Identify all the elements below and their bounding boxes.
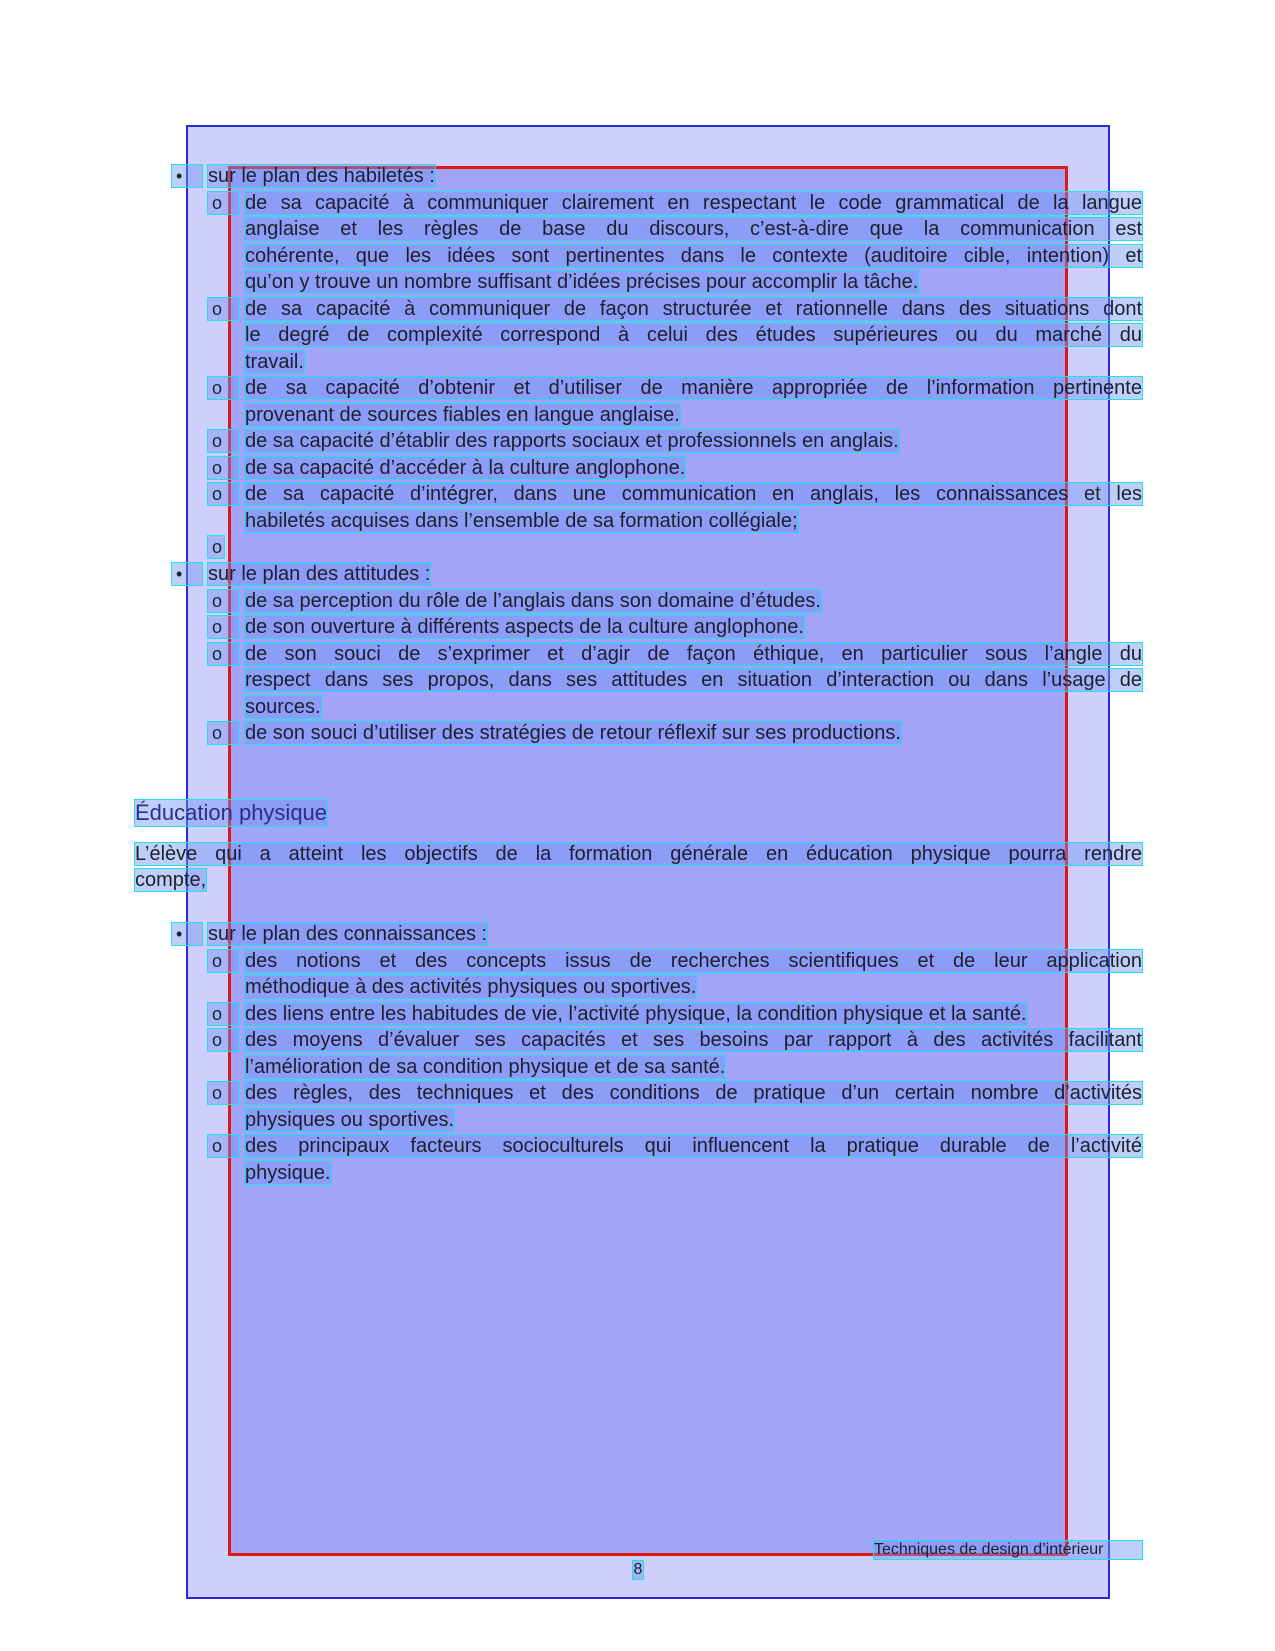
intro-line: compte, [135, 869, 207, 891]
sub-bullet-marker: o [208, 1135, 238, 1157]
list-item-line: cohérente, que les idées sont pertinentes dans le contexte (auditoire cible, intention) et [245, 244, 1142, 267]
sub-bullet-marker: o [208, 430, 238, 452]
list-item-line: de sa capacité d’accéder à la culture anglophone. [245, 456, 686, 479]
list-item-line: de sa capacité d’obtenir et d’utiliser de manière appropriée de l’information pertinente [245, 377, 1142, 399]
sub-bullet-marker: o [208, 1029, 238, 1051]
list-item-line: physiques ou sportives. [245, 1108, 455, 1131]
sub-bullet-marker: o [208, 722, 238, 744]
sub-bullet-marker: o [208, 298, 238, 320]
sub-bullet-marker: o [208, 192, 238, 214]
sub-bullet-marker: o [208, 643, 238, 665]
list-item-line: travail. [245, 350, 304, 373]
list-item-line: respect dans ses propos, dans ses attitudes en situation d’interaction ou dans l’usage de [245, 669, 1142, 691]
list-item-line: de sa capacité à communiquer de façon structurée et rationnelle dans des situations dont [245, 297, 1142, 320]
section-heading: sur le plan des connaissances : [208, 923, 488, 945]
list-item-line: qu’on y trouve un nombre suffisant d’idées précises pour accomplir la tâche. [245, 271, 919, 293]
sub-bullet-marker: o [208, 1003, 238, 1025]
section-heading: sur le plan des attitudes : [208, 563, 431, 585]
list-item-line: de son ouverture à différents aspects de la culture anglophone. [245, 616, 804, 638]
list-item-line: méthodique à des activités physiques ou sportives. [245, 976, 697, 998]
list-item-line: le degré de complexité correspond à celui des études supérieures ou du marché du [245, 324, 1142, 346]
list-item-line: anglaise et les règles de base du discours, c’est-à-dire que la communication est [245, 218, 1142, 240]
list-item-line: de sa capacité d’établir des rapports sociaux et professionnels en anglais. [245, 430, 899, 452]
list-item-line: l’amélioration de sa condition physique et de sa santé. [245, 1055, 726, 1078]
sub-bullet-marker: o [208, 590, 238, 612]
list-item-line: des liens entre les habitudes de vie, l’activité physique, la condition physique et la santé. [245, 1002, 1027, 1025]
list-item-line: des règles, des techniques et des conditions de pratique d’un certain nombre d’activités [245, 1082, 1142, 1104]
list-item-line: habiletés acquises dans l’ensemble de sa formation collégiale; [245, 509, 798, 532]
list-item-line: des moyens d’évaluer ses capacités et ses besoins par rapport à des activités facilitant [245, 1029, 1142, 1051]
bullet-marker: • [172, 923, 202, 945]
list-item-line: de sa perception du rôle de l’anglais dans son domaine d’études. [245, 589, 821, 612]
sub-bullet-marker: o [208, 950, 238, 972]
list-item-line: des principaux facteurs socioculturels qui influencent la pratique durable de l’activité [245, 1135, 1142, 1157]
list-item-line: de son souci de s’exprimer et d’agir de façon éthique, en particulier sous l’angle du [245, 642, 1142, 665]
bullet-marker: • [172, 563, 202, 585]
section-title: Éducation physique [135, 800, 328, 825]
list-item-line: physique. [245, 1161, 331, 1184]
section-heading: sur le plan des habiletés : [208, 165, 435, 187]
list-item-line: des notions et des concepts issus de recherches scientifiques et de leur application [245, 949, 1142, 972]
page-number: 8 [633, 1561, 643, 1578]
list-item-line: provenant de sources fiables en langue anglaise. [245, 403, 680, 426]
sub-bullet-marker: o [208, 457, 238, 479]
list-item-line: de sa capacité d’intégrer, dans une communication en anglais, les connaissances et les [245, 483, 1142, 505]
list-item-line: sources. [245, 695, 321, 718]
intro-line: L’élève qui a atteint les objectifs de la formation générale en éducation physique pourra rendre [135, 843, 1142, 865]
empty-sub-bullet: o [208, 536, 224, 558]
bullet-marker: • [172, 165, 202, 187]
list-item-line: de sa capacité à communiquer clairement en respectant le code grammatical de la langue [245, 191, 1142, 214]
sub-bullet-marker: o [208, 483, 238, 505]
footer-program: Techniques de design d’intérieur [874, 1541, 1142, 1559]
sub-bullet-marker: o [208, 1082, 238, 1104]
sub-bullet-marker: o [208, 377, 238, 399]
sub-bullet-marker: o [208, 616, 238, 638]
list-item-line: de son souci d’utiliser des stratégies de retour réflexif sur ses productions. [245, 722, 901, 744]
